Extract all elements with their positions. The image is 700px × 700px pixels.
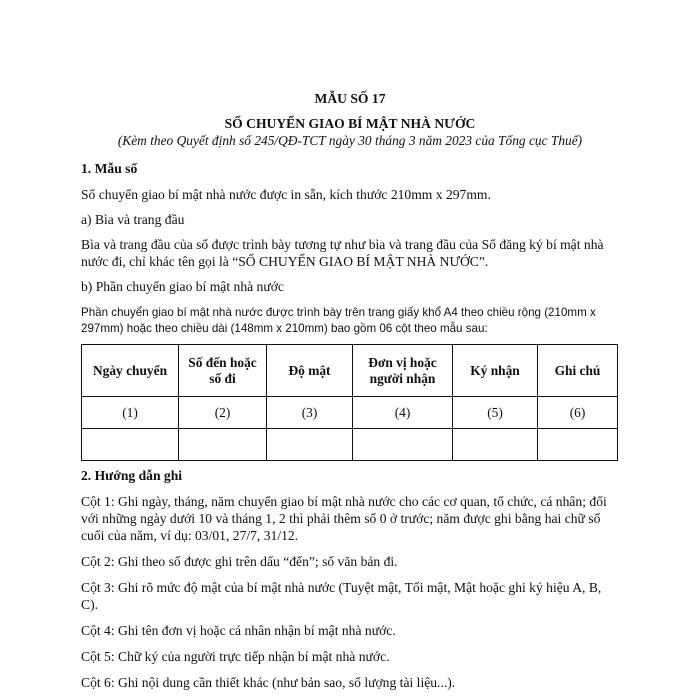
section1b-line2: 297mm) hoặc theo chiều dài (148mm x 210mm) bao gồm 06 cột theo mẫu sau: [81,322,488,335]
col1-line1: Cột 1: Ghi ngày, tháng, năm chuyển giao bí mật nhà nước cho các cơ quan, tổ chức, cá nhân; đối [81,494,607,509]
section1a-line1: Bìa và trang đầu của sổ được trình bày tương tự như bìa và trang đầu của Sổ đăng ký bí mật nhà [81,237,604,252]
section1a-line2: nước đi, chỉ khác tên gọi là “SỔ CHUYỂN GIAO BÍ MẬT NHÀ NƯỚC”. [81,254,489,269]
table-header-cell: Độ mật [267,345,353,397]
table-empty-row [82,429,618,461]
table-empty-cell [538,429,618,461]
table-header-cell: Ký nhận [453,345,538,397]
col3-line2: C). [81,597,98,612]
section1a-heading: a) Bìa và trang đầu [81,212,185,227]
table-number-cell: (2) [179,397,267,429]
form-number: MẪU SỐ 17 [314,91,386,106]
table-number-cell: (3) [267,397,353,429]
col2-text: Cột 2: Ghi theo số được ghi trên dấu “đến”; số văn bản đi. [81,554,398,569]
table-number-cell: (6) [538,397,618,429]
table-empty-cell [82,429,179,461]
col5-text: Cột 5: Chữ ký của người trực tiếp nhận bí mật nhà nước. [81,649,390,664]
section1b-heading: b) Phần chuyển giao bí mật nhà nước [81,279,284,294]
table-header-cell: Đơn vị hoặc người nhận [353,345,453,397]
col6-text: Cột 6: Ghi nội dung cần thiết khác (như bản sao, số lượng tài liệu...). [81,675,456,690]
col3-line1: Cột 3: Ghi rõ mức độ mật của bí mật nhà nước (Tuyệt mật, Tối mật, Mật hoặc ghi ký hiệu A, B, [81,580,602,595]
table-header-cell: Ghi chú [538,345,618,397]
table-header-row [82,345,618,397]
col1-line2: với những ngày dưới 10 và tháng 1, 2 thì phải thêm số 0 ở trước; năm được ghi bằng hai chữ số [81,511,601,526]
table-number-cell: (4) [353,397,453,429]
table-number-row [82,397,618,429]
table-header-cell: Ngày chuyển [82,345,179,397]
table-empty-cell [179,429,267,461]
table-empty-cell [453,429,538,461]
section2-heading: 2. Hướng dẫn ghi [81,468,183,483]
col4-text: Cột 4: Ghi tên đơn vị hoặc cá nhân nhận bí mật nhà nước. [81,623,396,638]
table-empty-cell [353,429,453,461]
document-title: SỔ CHUYỂN GIAO BÍ MẬT NHÀ NƯỚC [224,116,476,131]
section1b-line1: Phần chuyển giao bí mật nhà nước được trình bày trên trang giấy khổ A4 theo chiều rộng (210mm x [81,306,596,319]
table-empty-cell [267,429,353,461]
document-subtitle: (Kèm theo Quyết định số 245/QĐ-TCT ngày 30 tháng 3 năm 2023 của Tổng cục Thuế) [117,133,583,148]
section1-intro: Sổ chuyển giao bí mật nhà nước được in sẵn, kích thước 210mm x 297mm. [81,187,491,202]
col1-line3: cuối của năm, ví dụ: 03/01, 27/7, 31/12. [81,528,299,543]
section1-heading: 1. Mẫu sổ [81,161,138,176]
table-header-cell: Số đến hoặc số đi [179,345,267,397]
table-number-cell: (5) [453,397,538,429]
transfer-table [81,344,618,461]
table-number-cell: (1) [82,397,179,429]
